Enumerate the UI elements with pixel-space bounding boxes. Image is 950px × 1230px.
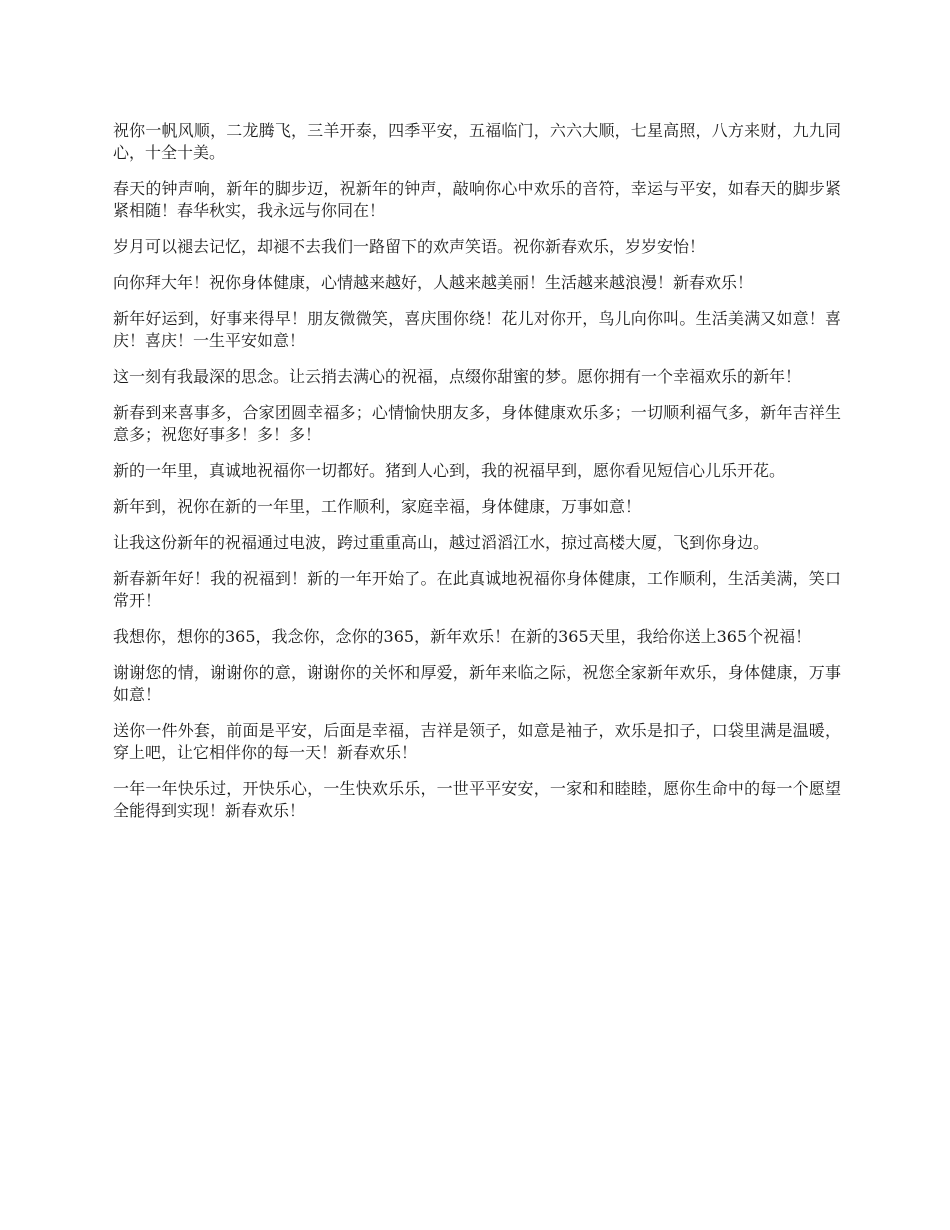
paragraph: 新的一年里，真诚地祝福你一切都好。猪到人心到，我的祝福早到，愿你看见短信心儿乐开花。 [113,461,786,480]
paragraph: 新年到，祝你在新的一年里，工作顺利，家庭幸福，身体健康，万事如意！ [113,497,642,516]
paragraph: 新春到来喜事多，合家团圆幸福多；心情愉快朋友多，身体健康欢乐多；一切顺利福气多，新年吉祥生意多；祝您好事多！多！多！ [113,403,841,444]
paragraph: 春天的钟声响，新年的脚步迈，祝新年的钟声，敲响你心中欢乐的音符，幸运与平安，如春天的脚步紧紧相随！春华秋实，我永远与你同在！ [113,179,841,220]
paragraph: 祝你一帆风顺，二龙腾飞，三羊开泰，四季平安，五福临门，六六大顺，七星高照，八方来财，九九同心，十全十美。 [113,121,841,162]
paragraph: 新年好运到，好事来得早！朋友微微笑，喜庆围你绕！花儿对你开，鸟儿向你叫。生活美满又如意！喜庆！喜庆！一生平安如意！ [113,309,841,350]
paragraph: 岁月可以褪去记忆，却褪不去我们一路留下的欢声笑语。祝你新春欢乐，岁岁安怡！ [113,237,706,256]
paragraph: 送你一件外套，前面是平安，后面是幸福，吉祥是领子，如意是袖子，欢乐是扣子，口袋里满是温暖，穿上吧，让它相伴你的每一天！新春欢乐！ [113,721,841,762]
paragraph: 谢谢您的情，谢谢你的意，谢谢你的关怀和厚爱，新年来临之际，祝您全家新年欢乐，身体健康，万事如意！ [113,663,841,704]
paragraph: 向你拜大年！祝你身体健康，心情越来越好，人越来越美丽！生活越来越浪漫！新春欢乐！ [113,273,754,292]
paragraph: 这一刻有我最深的思念。让云捎去满心的祝福，点缀你甜蜜的梦。愿你拥有一个幸福欢乐的新年！ [113,367,802,386]
paragraph: 我想你，想你的365，我念你，念你的365，新年欢乐！在新的365天里，我给你送上365个祝福！ [113,627,812,646]
paragraph: 让我这份新年的祝福通过电波，跨过重重高山，越过滔滔江水，掠过高楼大厦，飞到你身边。 [113,533,770,552]
paragraph: 新春新年好！我的祝福到！新的一年开始了。在此真诚地祝福你身体健康，工作顺利，生活美满，笑口常开！ [113,569,841,610]
paragraph: 一年一年快乐过，开快乐心，一生快欢乐乐，一世平平安安，一家和和睦睦，愿你生命中的每一个愿望全能得到实现！新春欢乐！ [113,779,841,820]
document-body [113,120,841,836]
